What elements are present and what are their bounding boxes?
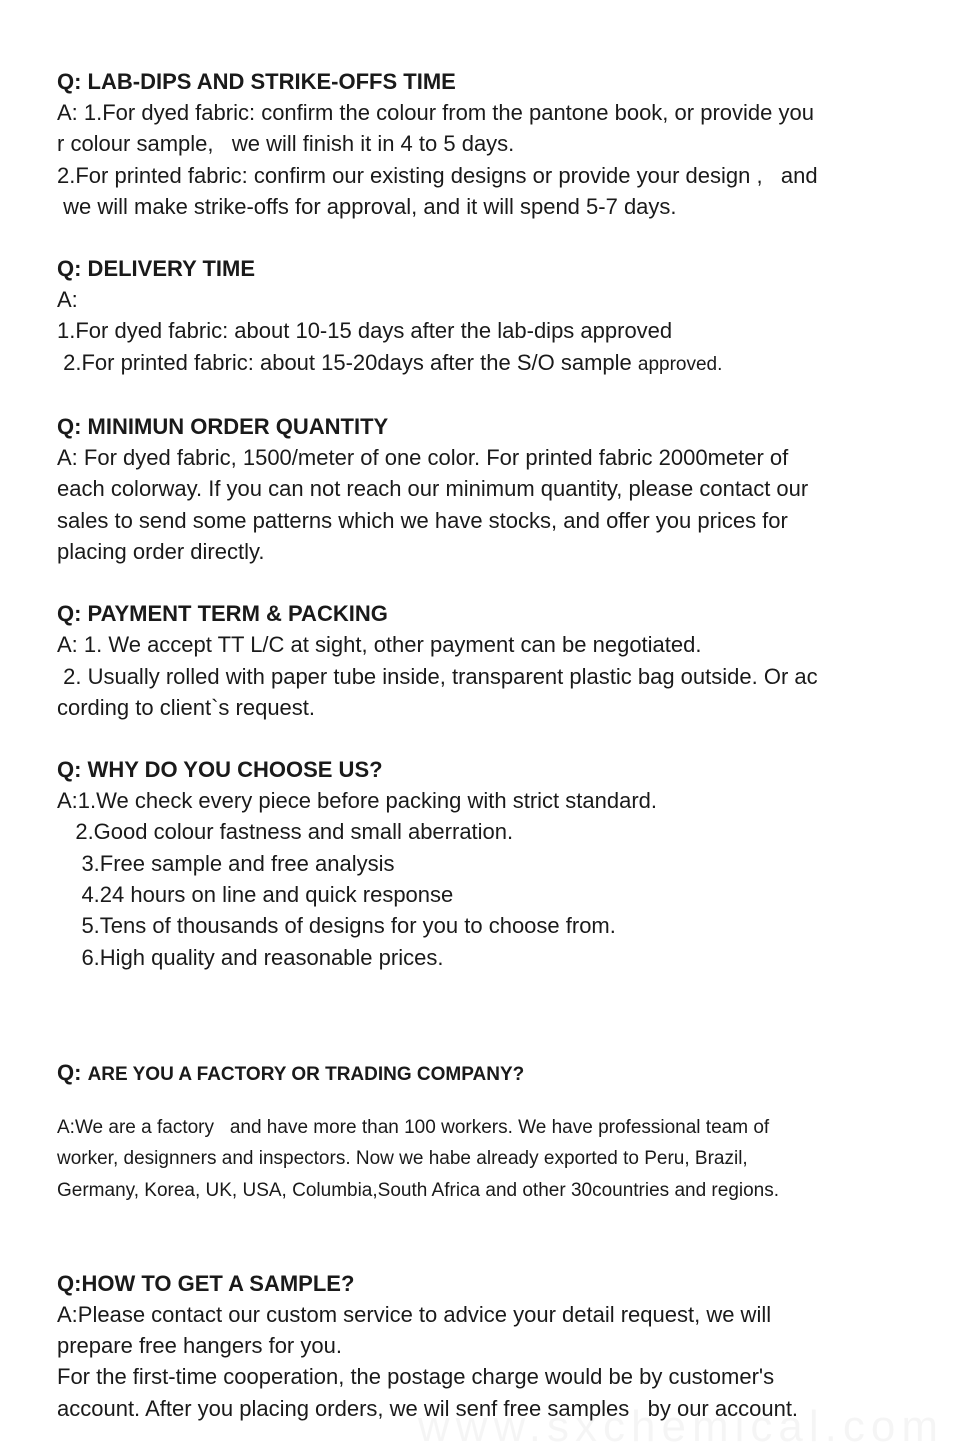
faq-answer-line: A:Please contact our custom service to advice your detail request, we will xyxy=(57,1301,772,1327)
faq-answer-line: A:1.We check every piece before packing with strict standard. xyxy=(57,788,657,814)
faq-answer-tail: approved. xyxy=(637,353,723,375)
faq-document xyxy=(57,66,917,1424)
faq-answer-line: A:We are a factory and have more than 100 workers. We have professional team of xyxy=(57,1116,770,1138)
faq-question-prefix: Q: xyxy=(57,1059,88,1085)
faq-answer-line: prepare free hangers for you. xyxy=(57,1333,342,1359)
faq-answer-line: A: xyxy=(57,287,78,313)
faq-answer-line: 4.24 hours on line and quick response xyxy=(57,882,454,908)
faq-answer-line: A: 1.For dyed fabric: confirm the colour from the pantone book, or provide you xyxy=(57,100,814,125)
faq-answer-line: A: 1. We accept TT L/C at sight, other payment can be negotiated. xyxy=(57,632,702,658)
faq-answer-line: worker, designners and inspectors. Now we habe already exported to Peru, Brazil, xyxy=(57,1148,748,1170)
faq-minimum-order xyxy=(57,411,917,567)
faq-lab-dips xyxy=(57,66,917,222)
watermark xyxy=(418,1402,944,1452)
faq-question: Q: WHY DO YOU CHOOSE US? xyxy=(57,757,383,783)
faq-answer-line: 3.Free sample and free analysis xyxy=(57,850,395,876)
faq-answer-line: 1.For dyed fabric: about 10-15 days after the lab-dips approved xyxy=(57,318,673,344)
faq-why-choose-us xyxy=(57,754,917,973)
faq-answer-line: A: For dyed fabric, 1500/meter of one color. For printed fabric 2000meter of xyxy=(57,445,789,471)
faq-question: Q:HOW TO GET A SAMPLE? xyxy=(57,1270,355,1296)
faq-answer-line: r colour sample, we will finish it in 4 to 5 days. xyxy=(57,131,515,157)
faq-factory-or-trading xyxy=(57,1057,917,1206)
faq-get-sample xyxy=(57,1268,917,1424)
faq-answer-line: 2.Good colour fastness and small aberration. xyxy=(57,819,514,845)
faq-question-rest: ARE YOU A FACTORY OR TRADING COMPANY? xyxy=(87,1063,525,1085)
faq-answer-line: 2.For printed fabric: confirm our existing designs or provide your design , and xyxy=(57,162,818,188)
faq-answer-line: each colorway. If you can not reach our minimum quantity, please contact our xyxy=(57,476,809,502)
faq-question: Q: PAYMENT TERM & PACKING xyxy=(57,601,388,627)
faq-question: Q: LAB-DIPS AND STRIKE-OFFS TIME xyxy=(57,69,456,94)
faq-answer-line: we will make strike-offs for approval, and it will spend 5-7 days. xyxy=(57,193,677,219)
faq-answer-text: 2.For printed fabric: about 15-20days after the S/O sample xyxy=(57,349,638,375)
faq-answer-line: Germany, Korea, UK, USA, Columbia,South Africa and other 30countries and regions. xyxy=(57,1179,780,1201)
faq-answer-line: 2. Usually rolled with paper tube inside, transparent plastic bag outside. Or ac xyxy=(57,663,818,689)
faq-answer-line: 5.Tens of thousands of designs for you to choose from. xyxy=(57,913,616,939)
faq-answer-line: 6.High quality and reasonable prices. xyxy=(57,944,444,970)
faq-payment-packing xyxy=(57,598,917,723)
faq-answer-line: account. After you placing orders, we wil senf free samples by our account. xyxy=(57,1395,799,1421)
faq-answer-line: sales to send some patterns which we have stocks, and offer you prices for xyxy=(57,507,788,533)
faq-answer-line: For the first-time cooperation, the postage charge would be by customer's xyxy=(57,1364,775,1390)
faq-question: Q: MINIMUN ORDER QUANTITY xyxy=(57,414,389,440)
faq-delivery-time xyxy=(57,253,917,380)
faq-question xyxy=(57,1057,917,1090)
faq-answer-line: placing order directly. xyxy=(57,538,265,564)
faq-answer-line: cording to client`s request. xyxy=(57,694,316,720)
faq-question: Q: DELIVERY TIME xyxy=(57,256,256,282)
faq-answer-line xyxy=(57,347,917,380)
